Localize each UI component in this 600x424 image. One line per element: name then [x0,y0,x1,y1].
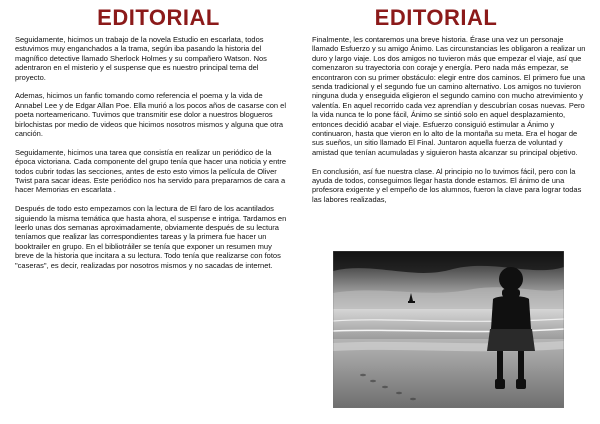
left-paragraph-1: Seguidamente, hicimos un trabajo de la novela Estudio en escarlata, todos estuvimos muy enganchados a la trama, según iba pasando la historia del magnífico detective llamado Sherlock Holmes y su compañero Watson. Nos adentraron en el misterio y el suspense que es nuestro principal tema del proyecto. [15,35,267,82]
right-page-title: EDITORIAL [374,5,498,30]
child-on-beach-photo [333,251,564,408]
left-paragraph-4: Después de todo esto empezamos con la lectura de El faro de los acantilados siguiendo la misma temática que hasta ahora, el suspense e intriga. Tardamos en leerlo unas dos semanas aproximadamente, obviamente después de su lectura teníamos que realizar las correspondientes tareas y la primera fue hacer un booktrailer en grupo. En el bibliotráiler se tenía que exponer un resumen muy breve de la historia que incitara a su lectura. Todo tenía que realizarse con fotos "caseras", es decir, realizadas por nosotros mismos y no sacadas de internet. [15,204,287,270]
right-paragraph-2: En conclusión, así fue nuestra clase. Al principio no lo tuvimos fácil, pero con la ayuda de todos, conseguimos llegar hasta donde estamos. El ánimo de una profesora exigente y el empeño de los alumnos, fueron la clave para lograr todas las labores realizadas, [312,166,582,204]
left-paragraph-3: Seguidamente, hicimos una tarea que consistía en realizar un periódico de la época victoriana. Cada componente del grupo tenía que hacer una noticia y entre todos cubrir todas las secciones, antes de esto esto vimos la película de Oliver Twist para sacar ideas. Este periódico nos ha servido para prepararnos de cara a hacer Memorias en escarlata . [15,147,287,195]
right-paragraph-1: Finalmente, les contaremos una breve historia. Érase una vez un personaje llamado Esfuerzo y su amigo Ánimo. Las circunstancias les obligaron a realizar un duro y largo viaje. Los dos amigos no tuvieron más que empezar el viaje, así que comenzaron su trayectoria con coraje y energía. Pero nada más empezar, se encontraron con su primer obstáculo: elegir entre dos caminos. El primero fue una senda tradicional y el segundo fue un camino alternativo. Los amigos no tuvieron ninguna duda y enseguida eligieron el segundo camino con mucho atrevimiento y valentía. En aquel recorrido cada vez aprendían y descubrían cosas nuevas. Pero la vida nunca te lo pone fácil, Ánimo se sintió solo en aquel desplazamiento, entonces decidió acabar el viaje. Esfuerzo consiguió estimular a Ánimo y continuaron, hasta que vieron en lo alto de la montaña su meta. Era el hogar de sus sueños, un sitio llamado El Final. Juntaron aquella fuerza de voluntad y amistad que tenían acumuladas y siguieron hasta alcanzar su principal objetivo. [312,35,586,157]
left-paragraph-2: Ademas, hicimos un fanfic tomando como referencia el poema y la vida de Annabel Lee y de Edgar Allan Poe. Ella murió a los pocos años de casarse con el poeta norteamericano. Tuvimos que transmitir ese dolor a nuestros blogueros birlochistas por medio de videos que hicimos nosotros mismos y alguna que otra canción. [15,91,287,139]
left-page-title: EDITORIAL [97,5,220,30]
